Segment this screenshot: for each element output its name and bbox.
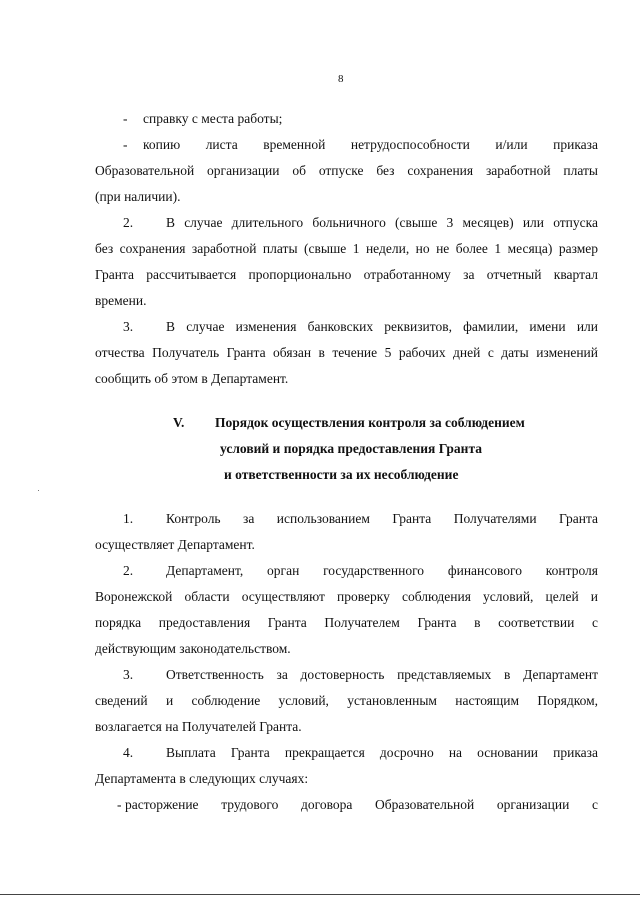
paragraph-line: отчества Получатель Гранта обязан в течение 5 рабочих дней с даты изменений — [95, 345, 598, 360]
section-number: V. — [173, 415, 185, 430]
section-title-line: условий и порядка предоставления Гранта — [220, 441, 483, 456]
paragraph-line: сообщить об этом в Департамент. — [95, 371, 289, 386]
page-bottom-rule — [0, 894, 640, 895]
paragraph-line: порядка предоставления Гранта Получателем Гранта в соответствии с — [95, 615, 598, 630]
page-number: 8 — [338, 73, 344, 85]
paragraph-line: В случае изменения банковских реквизитов, фамилии, имени или — [166, 319, 598, 334]
list-item — [95, 796, 598, 814]
paragraph-line: Гранта рассчитывается пропорционально отработанному за отчетный квартал — [95, 267, 598, 282]
paragraph-line: расторжение трудового договора Образовательной организации с — [125, 797, 598, 812]
paragraph-number: 2. — [123, 215, 134, 230]
paragraph-line: Воронежской области осуществляют проверку соблюдения условий, целей и — [95, 589, 598, 604]
numbered-paragraph — [95, 318, 598, 336]
section-title-line: и ответственности за их несоблюдение — [224, 467, 459, 482]
paragraph-line: Департамента в следующих случаях: — [95, 771, 309, 786]
paragraph-line: времени. — [95, 293, 147, 308]
numbered-paragraph — [95, 214, 598, 232]
numbered-paragraph — [95, 744, 598, 762]
paragraph-line: Контроль за использованием Гранта Получателями Гранта — [166, 511, 598, 526]
paragraph-number: 3. — [123, 667, 134, 682]
paragraph-line: возлагается на Получателей Гранта. — [95, 719, 302, 734]
paragraph-line: сведений и соблюдение условий, установленным настоящим Порядком, — [95, 693, 598, 708]
paragraph-line: Департамент, орган государственного финансового контроля — [166, 563, 598, 578]
list-marker: - — [123, 137, 128, 152]
paragraph-number: 4. — [123, 745, 134, 760]
paragraph-line: В случае длительного больничного (свыше 3 месяцев) или отпуска — [166, 215, 598, 230]
numbered-paragraph — [95, 562, 598, 580]
paragraph-line: действующим законодательством. — [95, 641, 291, 656]
list-marker: - — [117, 797, 122, 812]
paragraph-line: Выплата Гранта прекращается досрочно на основании приказа — [166, 745, 598, 760]
list-item — [95, 136, 598, 154]
paragraph-number: 3. — [123, 319, 134, 334]
section-title-line: Порядок осуществления контроля за соблюдением — [215, 415, 525, 430]
list-item — [95, 110, 626, 128]
paragraph-line: без сохранения заработной платы (свыше 1 недели, но не более 1 месяца) размер — [95, 241, 598, 256]
paragraph-line: (при наличии). — [95, 189, 181, 204]
paragraph-line: копию листа временной нетрудоспособности и/или приказа — [143, 137, 598, 152]
paragraph-line: Образовательной организации об отпуске без сохранения заработной платы — [95, 163, 598, 178]
scan-artifact — [38, 490, 39, 491]
list-marker: - — [123, 111, 128, 126]
paragraph-line: осуществляет Департамент. — [95, 537, 255, 552]
paragraph-line: справку с места работы; — [143, 111, 283, 126]
paragraph-number: 1. — [123, 511, 134, 526]
numbered-paragraph — [95, 510, 598, 528]
paragraph-line: Ответственность за достоверность представляемых в Департамент — [166, 667, 598, 682]
paragraph-number: 2. — [123, 563, 134, 578]
numbered-paragraph — [95, 666, 598, 684]
